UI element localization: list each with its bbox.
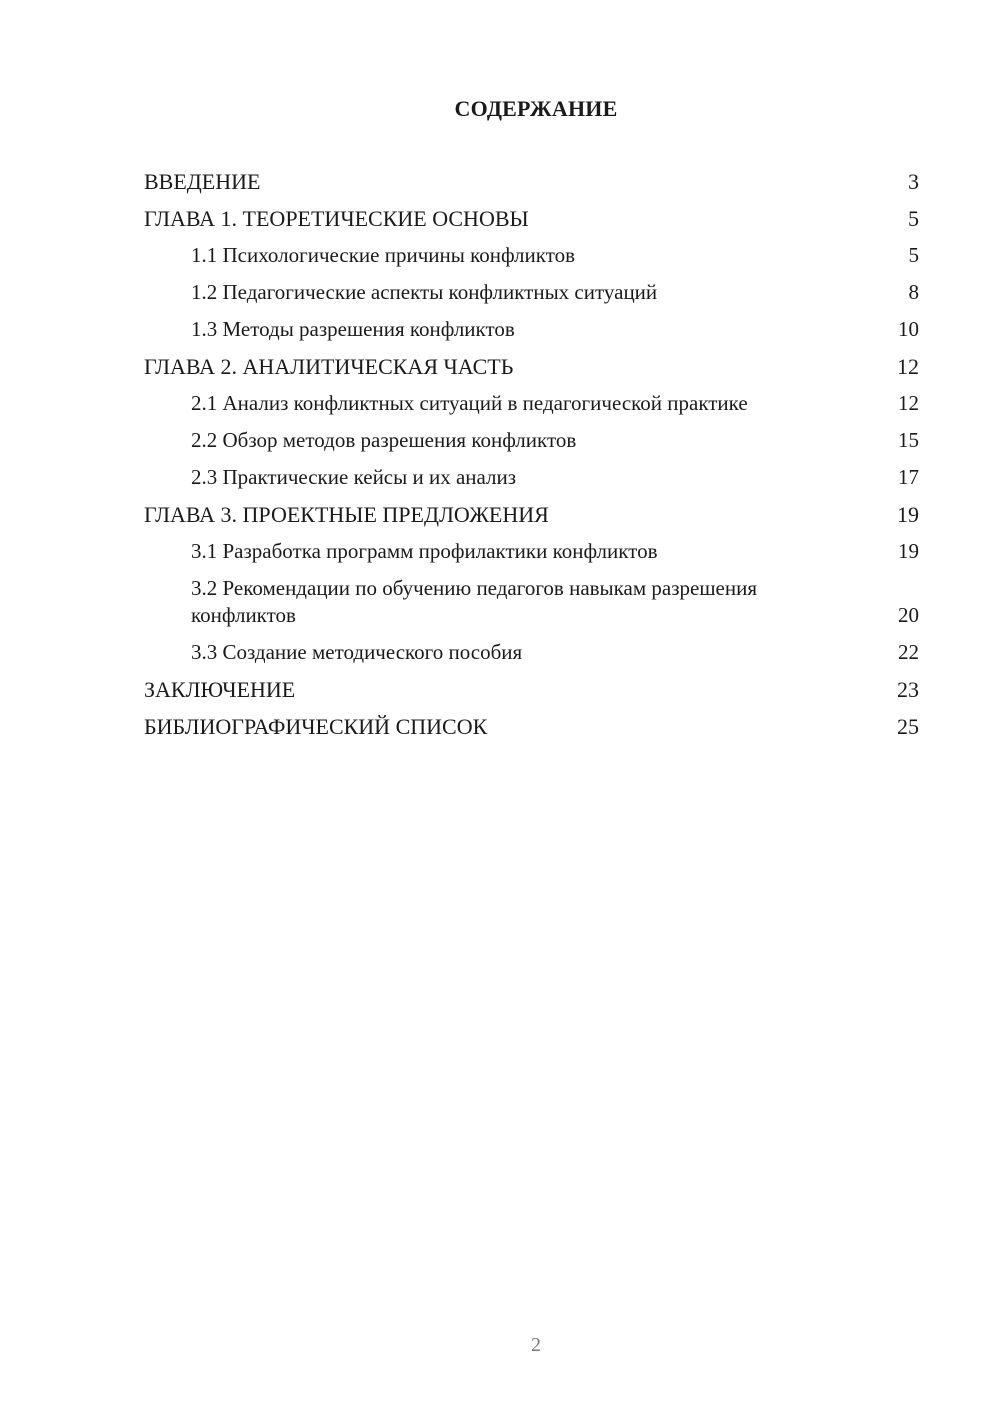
toc-section-entry [144,242,919,269]
toc-section-entry [144,316,919,343]
toc-entry-page-number: 19 [898,539,919,563]
toc-entry-label: 2.3 Практические кейсы и их анализ [191,465,517,489]
toc-entry-page-number: 25 [897,714,919,739]
toc-entry-page-number: 20 [898,603,919,627]
toc-entry-page-number: 5 [908,206,919,231]
toc-entry-label: ГЛАВА 2. АНАЛИТИЧЕСКАЯ ЧАСТЬ [144,354,514,379]
toc-entry-label: 3.2 Рекомендации по обучению педагогов навыкам разрешения конфликтов [191,576,757,627]
toc-entry-page-number: 12 [898,391,919,415]
toc-entry-label: 3.3 Создание методического пособия [191,640,523,664]
toc-section-entry [144,390,919,417]
toc-entry-page-number: 22 [898,640,919,664]
toc-entry-label: ВВЕДЕНИЕ [144,169,261,194]
toc-entry-label: БИБЛИОГРАФИЧЕСКИЙ СПИСОК [144,714,488,739]
toc-entry-page-number: 17 [898,465,919,489]
toc-entry-label: 3.1 Разработка программ профилактики конфликтов [191,539,658,563]
toc-entry-page-number: 5 [908,243,919,267]
toc-chapter-entry [144,501,919,528]
toc-entry-label: ГЛАВА 3. ПРОЕКТНЫЕ ПРЕДЛОЖЕНИЯ [144,502,549,527]
toc-chapter-entry [144,353,919,380]
toc-section-entry [144,279,919,306]
toc-section-entry [144,464,919,491]
toc-entry-label: 1.3 Методы разрешения конфликтов [191,317,515,341]
toc-entry-page-number: 8 [908,280,919,304]
toc-entry-page-number: 3 [908,169,919,194]
toc-entry-page-number: 19 [897,502,919,527]
toc-chapter-entry [144,168,919,195]
toc-entry-label: 1.2 Педагогические аспекты конфликтных ситуаций [191,280,658,304]
page-number: 2 [531,1334,541,1356]
page-title: СОДЕРЖАНИЕ [454,96,618,121]
toc-entry-page-number: 23 [897,677,919,702]
toc-chapter-entry [144,713,919,740]
toc-chapter-entry [144,205,919,232]
toc-entry-label: 1.1 Психологические причины конфликтов [191,243,576,267]
toc-section-entry [144,538,919,565]
toc-section-entry [144,575,919,629]
toc-entry-page-number: 10 [898,317,919,341]
toc-entry-label: ЗАКЛЮЧЕНИЕ [144,677,296,702]
toc-chapter-entry [144,676,919,703]
toc-section-entry [144,639,919,666]
toc-entry-label: 2.2 Обзор методов разрешения конфликтов [191,428,577,452]
toc-entry-page-number: 12 [897,354,919,379]
table-of-contents [144,168,919,750]
toc-entry-label: ГЛАВА 1. ТЕОРЕТИЧЕСКИЕ ОСНОВЫ [144,206,529,231]
toc-section-entry [144,427,919,454]
toc-entry-label: 2.1 Анализ конфликтных ситуаций в педагогической практике [191,391,748,415]
toc-entry-page-number: 15 [898,428,919,452]
